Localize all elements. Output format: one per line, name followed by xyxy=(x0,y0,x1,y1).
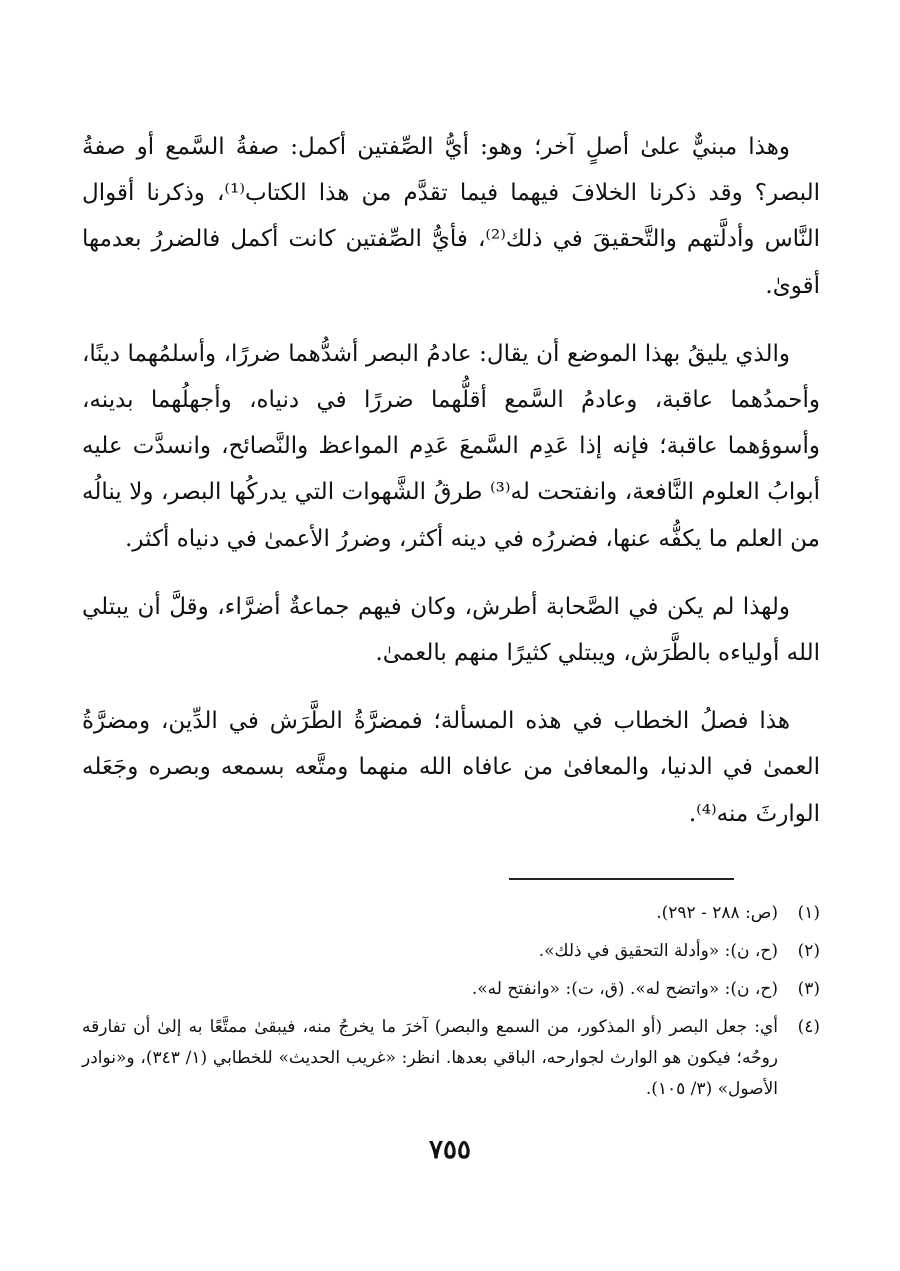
footnotes xyxy=(82,898,820,1112)
footnote xyxy=(82,936,820,967)
footnote-number: (١) xyxy=(797,903,820,923)
footnote-text: (ح، ن): «وأدلة التحقيق في ذلك». xyxy=(538,941,778,961)
paragraph: هذا فصلُ الخطاب في هذه المسألة؛ فمضرَّةُ الطَّرَش في الدِّين، ومضرَّةُ العمىٰ في الدنيا، والمعافىٰ من عافاه الله منهما ومتَّعه بسمعه وبصره وجَعَله الوارثَ منه⁽⁴⁾. xyxy=(82,708,820,827)
page-number: ٧٥٥ xyxy=(429,1135,471,1165)
footnote xyxy=(82,1012,820,1105)
main-text xyxy=(82,124,820,859)
footnote xyxy=(82,974,820,1005)
footnote-separator xyxy=(509,878,734,880)
paragraph: وهذا مبنيٌّ علىٰ أصلٍ آخر؛ وهو: أيُّ الصِّفتين أكمل: صفةُ السَّمع أو صفةُ البصر؟ وقد ذكرنا الخلافَ فيهما فيما تقدَّم من هذا الكتاب⁽¹⁾، وذكرنا أقوال النَّاس وأدلَّتهم والتَّحقيقَ في ذلك⁽²⁾، فأيُّ الصِّفتين كانت أكمل فالضررُ بعدمها أقوىٰ. xyxy=(82,134,820,299)
footnote xyxy=(82,898,820,929)
footnote-text: (ح، ن): «واتضح له». (ق، ت): «وانفتح له». xyxy=(471,979,778,999)
footnote-number: (٣) xyxy=(797,979,820,999)
paragraph: والذي يليقُ بهذا الموضع أن يقال: عادمُ البصر أشدُّهما ضررًا، وأسلمُهما دينًا، وأحمدُهما عاقبة، وعادمُ السَّمع أقلُّهما ضررًا في دنياه، وأجهلُهما بدينه، وأسوؤهما عاقبة؛ فإنه إذا عَدِم السَّمعَ عَدِم المواعظ والنَّصائح، وانسدَّت عليه أبوابُ العلوم النَّافعة، وانفتحت له⁽³⁾ طرقُ الشَّهوات التي يدركُها البصر، ولا ينالُه من العلم ما يكفُّه عنها، فضررُه في دينه أكثر، وضررُ الأعمىٰ في دنياه أكثر. xyxy=(82,340,820,552)
footnote-text: (ص: ٢٨٨ - ٢٩٢). xyxy=(656,903,778,923)
footnote-number: (٢) xyxy=(797,941,820,961)
footnote-text: أي: جعل البصر (أو المذكور، من السمع والبصر) آخرَ ما يخرجُ منه، فيبقىٰ ممتَّعًا به إلىٰ أن تفارقه روحُه؛ فيكون هو الوارث لجوارحه، الباقي بعدها. انظر: «غريب الحديث» للخطابي (١/ ٣٤٣)، و«نوادر الأصول» (٣/ ١٠٥). xyxy=(82,1017,778,1099)
paragraph: ولهذا لم يكن في الصَّحابة أطرش، وكان فيهم جماعةٌ أضرَّاء، وقلَّ أن يبتلي الله أولياءه بالطَّرَش، ويبتلي كثيرًا منهم بالعمىٰ. xyxy=(82,593,820,667)
footnote-number: (٤) xyxy=(797,1017,820,1037)
